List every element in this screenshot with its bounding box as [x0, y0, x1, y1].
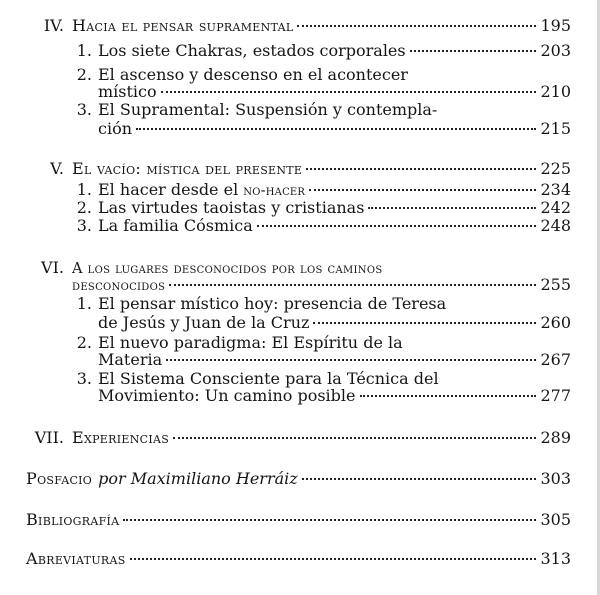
toc-entry-section-vi-cont — [72, 275, 571, 295]
page-number: 215 — [540, 119, 571, 138]
page-number: 303 — [540, 469, 571, 488]
item-number: 3. — [76, 100, 92, 119]
page-number: 277 — [540, 386, 571, 405]
page-number: 225 — [540, 159, 571, 178]
item-title-line1: El ascenso y descenso en el acontecer — [98, 65, 408, 84]
section-title-line1: A los lugares desconocidos por los caminos — [72, 261, 383, 277]
leader-dots — [257, 225, 537, 227]
posfacio-author: por Maximiliano Herráiz — [98, 469, 298, 488]
item-title-smallcaps: no-hacer — [243, 183, 306, 199]
page-number: 242 — [540, 198, 571, 217]
leader-dots — [123, 519, 536, 521]
item-number: 2. — [76, 198, 92, 217]
item-title-line1: El nuevo paradigma: El Espíritu de la — [98, 333, 403, 352]
item-title-line2: Materia — [98, 350, 163, 369]
leader-dots — [309, 189, 536, 191]
leader-dots — [313, 322, 536, 324]
section-title-line2: desconocidos — [72, 278, 166, 294]
item-title-line2: ción — [98, 119, 133, 138]
item-number: 1. — [76, 41, 92, 60]
toc-entry-iv-3-cont — [98, 119, 571, 139]
toc-entry-abreviaturas[interactable] — [26, 549, 571, 569]
item-title-line1: El pensar místico hoy: presencia de Teresa — [98, 294, 447, 313]
toc-entry-v-3[interactable] — [26, 216, 571, 236]
page-number: 267 — [540, 350, 571, 369]
leader-dots — [302, 478, 537, 480]
section-title: El vacío: mística del presente — [72, 159, 303, 178]
toc-entry-section-vii[interactable] — [26, 428, 571, 448]
leader-dots — [169, 284, 536, 286]
leader-dots — [306, 168, 536, 170]
toc-entry-section-v[interactable] — [26, 159, 571, 179]
bibliografia-label: Bibliografía — [26, 510, 120, 529]
page-number: 305 — [540, 510, 571, 529]
item-title-line2: Movimiento: Un camino posible — [98, 386, 356, 405]
leader-dots — [368, 207, 536, 209]
page-number: 210 — [540, 82, 571, 101]
page-number: 234 — [540, 180, 571, 199]
item-title-line2: místico — [98, 82, 157, 101]
section-number: IV. — [43, 16, 64, 35]
leader-dots — [297, 25, 536, 27]
item-title: Los siete Chakras, estados corporales — [98, 41, 406, 60]
toc-entry-bibliografia[interactable] — [26, 510, 571, 530]
leader-dots — [360, 395, 537, 397]
toc-entry-section-iv[interactable] — [26, 16, 571, 36]
section-title: Experiencias — [72, 428, 170, 447]
page-number: 195 — [540, 16, 571, 35]
toc-entry-iv-2-cont — [98, 82, 571, 102]
page-number: 248 — [540, 216, 571, 235]
item-number: 3. — [76, 216, 92, 235]
toc-entry-vi-2-cont — [98, 350, 571, 370]
item-title: La familia Cósmica — [98, 216, 253, 235]
page-number: 203 — [540, 41, 571, 60]
item-title-line1: El Supramental: Suspensión y contempla- — [98, 100, 438, 119]
page-number: 313 — [540, 549, 571, 568]
item-title: Las virtudes taoistas y cristianas — [98, 198, 365, 217]
leader-dots — [173, 437, 536, 439]
toc-entry-vi-1[interactable] — [26, 294, 571, 314]
page-number: 260 — [540, 313, 571, 332]
toc-entry-v-1[interactable] — [26, 180, 571, 200]
item-number: 2. — [76, 65, 92, 84]
toc-entry-vi-3-cont — [98, 386, 571, 406]
section-title: Hacia el pensar supramental — [72, 16, 294, 35]
item-number: 1. — [76, 294, 92, 313]
page-number: 255 — [540, 275, 571, 294]
abreviaturas-label: Abreviaturas — [26, 549, 126, 568]
section-number: VII. — [34, 428, 64, 447]
page-number: 289 — [540, 428, 571, 447]
section-number: V. — [50, 159, 64, 178]
item-title: El hacer desde el — [98, 180, 244, 199]
posfacio-label: Posfacio — [26, 469, 93, 488]
leader-dots — [166, 359, 536, 361]
leader-dots — [161, 91, 537, 93]
toc-entry-iv-1[interactable] — [26, 41, 571, 61]
leader-dots — [410, 50, 537, 52]
item-title-line2: de Jesús y Juan de la Cruz — [98, 313, 310, 332]
toc-entry-v-2[interactable] — [26, 198, 571, 218]
section-number: VI. — [41, 258, 64, 277]
item-number: 3. — [76, 369, 92, 388]
leader-dots — [130, 558, 537, 560]
item-number: 1. — [76, 180, 92, 199]
leader-dots — [136, 128, 536, 130]
toc-entry-posfacio[interactable] — [26, 469, 571, 489]
toc-entry-vi-1-cont — [98, 313, 571, 333]
item-number: 2. — [76, 333, 92, 352]
item-title-line1: El Sistema Consciente para la Técnica del — [98, 369, 439, 388]
toc-entry-iv-3[interactable] — [26, 100, 571, 120]
